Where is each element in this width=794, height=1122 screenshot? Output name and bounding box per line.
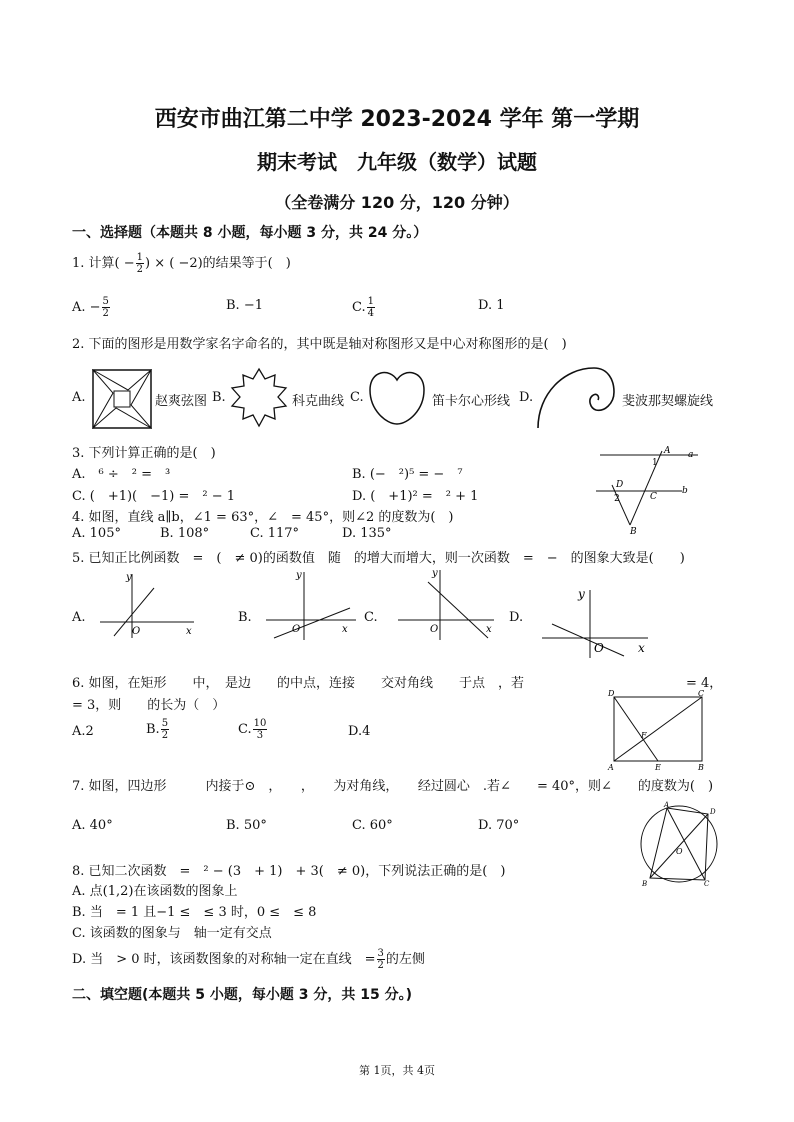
- q1-option-c: C. $\frac{1}{4}$: [352, 296, 374, 319]
- q7-option-b: B. 50°: [226, 818, 267, 833]
- q2-name-d: 斐波那契螺旋线: [622, 394, 714, 409]
- q4-option-a: A. 105°: [72, 526, 121, 541]
- q4-option-c: C. 117°: [250, 526, 300, 541]
- svg-text:A: A: [608, 763, 614, 772]
- q2-letter-a: A.: [72, 390, 86, 405]
- q4-parallel-lines-figure: [590, 443, 710, 535]
- page-number: 第 1页，共 4页: [359, 1064, 435, 1077]
- q2-letter-b: B.: [212, 390, 226, 405]
- q4-label-line-a: a: [688, 450, 694, 460]
- q3-option-d: D. ( +1)² = ² + 1: [352, 489, 479, 504]
- exam-title: 西安市曲江第二中学 2023-2024 学年 第一学期: [154, 107, 640, 132]
- q5-graph-a: [96, 568, 200, 640]
- exam-score-time: （全卷满分 120 分，120 分钟）: [275, 193, 519, 212]
- q8-option-b: B. 当 = 1 且−1 ≤ ≤ 3 时，0 ≤ ≤ 8: [72, 905, 317, 920]
- q5-graph-d: [538, 584, 656, 660]
- svg-text:x: x: [486, 624, 492, 635]
- q8-option-c: C. 该函数的图象与 轴一定有交点: [72, 926, 272, 941]
- q1-option-b: B. −1: [226, 298, 263, 313]
- q6-option-b: B. $\frac{5}{2}$: [146, 718, 169, 741]
- q7-option-c: C. 60°: [352, 818, 393, 833]
- svg-text:A: A: [664, 801, 670, 809]
- svg-text:D: D: [608, 689, 615, 698]
- svg-text:B: B: [642, 880, 648, 888]
- q7-circle-figure: [636, 800, 722, 890]
- q4-label-line-b: b: [682, 486, 688, 496]
- svg-text:C: C: [698, 689, 705, 698]
- q1-fraction: $\frac{1}{2}$: [136, 252, 144, 275]
- q6-stem-line2: = 3，则 的长为（ ）: [72, 698, 226, 713]
- q3-option-c: C. ( +1)( −1) = ² − 1: [72, 489, 236, 504]
- svg-text:x: x: [638, 641, 645, 655]
- koch-curve-figure: [228, 366, 290, 430]
- cardioid-figure: [366, 366, 428, 428]
- q4-label-angle1: 1: [652, 458, 658, 468]
- fibonacci-spiral-figure: [536, 364, 616, 430]
- exam-subtitle: 期末考试 九年级（数学）试题: [257, 150, 537, 174]
- q8-option-a: A. 点(1,2)在该函数的图象上: [72, 884, 238, 899]
- q4-label-b: B: [630, 527, 637, 535]
- q2-stem: 2. 下面的图形是用数学家名字命名的，其中既是轴对称图形又是中心对称图形的是( ): [72, 337, 567, 352]
- q5-option-a: A.: [72, 610, 86, 625]
- q6-option-d: D.4: [348, 724, 371, 739]
- q4-label-c: C: [650, 492, 657, 502]
- q5-option-d: D.: [509, 610, 524, 625]
- section1-heading: 一、选择题（本题共 8 小题，每小题 3 分，共 24 分。）: [72, 225, 428, 241]
- svg-text:x: x: [342, 624, 348, 635]
- q7-option-d: D. 70°: [478, 818, 520, 833]
- q1-option-d: D. 1: [478, 298, 505, 313]
- svg-text:y: y: [296, 570, 302, 581]
- q2-letter-c: C.: [350, 390, 364, 405]
- q5-option-b: B.: [238, 610, 252, 625]
- q6-option-a: A.2: [72, 724, 94, 739]
- svg-text:E: E: [655, 763, 661, 772]
- svg-text:F: F: [641, 731, 647, 740]
- q3-option-a: A. ⁶ ÷ ² = ³: [72, 467, 171, 482]
- svg-text:D: D: [710, 808, 716, 816]
- q5-option-c: C.: [364, 610, 378, 625]
- q8-option-d: D. 当 > 0 时，该函数图象的对称轴一定在直线 = $\frac{3}{2}$ 的左侧: [72, 948, 425, 971]
- q6-stem: 6. 如图，在矩形 中， 是边 的中点，连接 交对角线 于点 ，若: [72, 676, 525, 691]
- q6-stem-value: = 4，: [686, 676, 723, 691]
- svg-text:y: y: [126, 572, 132, 583]
- q4-option-d: D. 135°: [342, 526, 392, 541]
- q6-rectangle-figure: [602, 688, 712, 774]
- q2-name-c: 笛卡尔心形线: [432, 394, 511, 409]
- svg-text:y: y: [578, 587, 585, 601]
- q3-option-b: B. (− ²)⁵ = − ⁷: [352, 467, 463, 482]
- svg-text:O: O: [594, 641, 604, 655]
- zhao-shuang-figure: [92, 369, 152, 429]
- q6-option-c: C. $\frac{10}{3}$: [238, 718, 267, 741]
- q5-graph-b: [262, 566, 362, 642]
- svg-text:B: B: [698, 763, 704, 772]
- q4-stem: 4. 如图，直线 a∥b，∠1 = 63°，∠ = 45°，则∠2 的度数为( ): [72, 510, 454, 525]
- q5-graph-c: [394, 566, 498, 642]
- q7-option-a: A. 40°: [72, 818, 113, 833]
- svg-text:O: O: [292, 624, 301, 635]
- svg-text:O: O: [132, 626, 141, 637]
- q2-letter-d: D.: [519, 390, 534, 405]
- section2-heading: 二、填空题(本题共 5 小题，每小题 3 分，共 15 分。): [72, 987, 413, 1003]
- q4-label-d: D: [616, 480, 624, 490]
- svg-text:O: O: [430, 624, 439, 635]
- q8-stem: 8. 已知二次函数 = ² − (3 + 1) + 3( ≠ 0)，下列说法正确的是( ): [72, 864, 506, 879]
- svg-text:y: y: [432, 568, 438, 579]
- q3-stem: 3. 下列计算正确的是( ): [72, 446, 216, 461]
- svg-text:x: x: [186, 626, 192, 637]
- q1-stem: 1. 计算( − $\frac{1}{2}$ ) × ( −2)的结果等于( ): [72, 252, 291, 275]
- q5-stem: 5. 已知正比例函数 = ( ≠ 0)的函数值 随 的增大而增大，则一次函数 = − 的图象大致是( ): [72, 551, 685, 566]
- svg-text:C: C: [704, 880, 710, 888]
- q4-label-angle2: 2: [614, 494, 620, 504]
- q4-option-b: B. 108°: [160, 526, 210, 541]
- q1-option-a: A. − $\frac{5}{2}$: [72, 296, 109, 319]
- q7-stem: 7. 如图，四边形 内接于⊙ ， ， 为对角线， 经过圆心 .若∠ = 40°，则∠ 的度数为( ): [72, 779, 714, 794]
- q2-name-b: 科克曲线: [292, 394, 345, 409]
- svg-text:O: O: [676, 847, 683, 856]
- q2-name-a: 赵爽弦图: [155, 394, 208, 409]
- q4-label-a: A: [664, 446, 671, 456]
